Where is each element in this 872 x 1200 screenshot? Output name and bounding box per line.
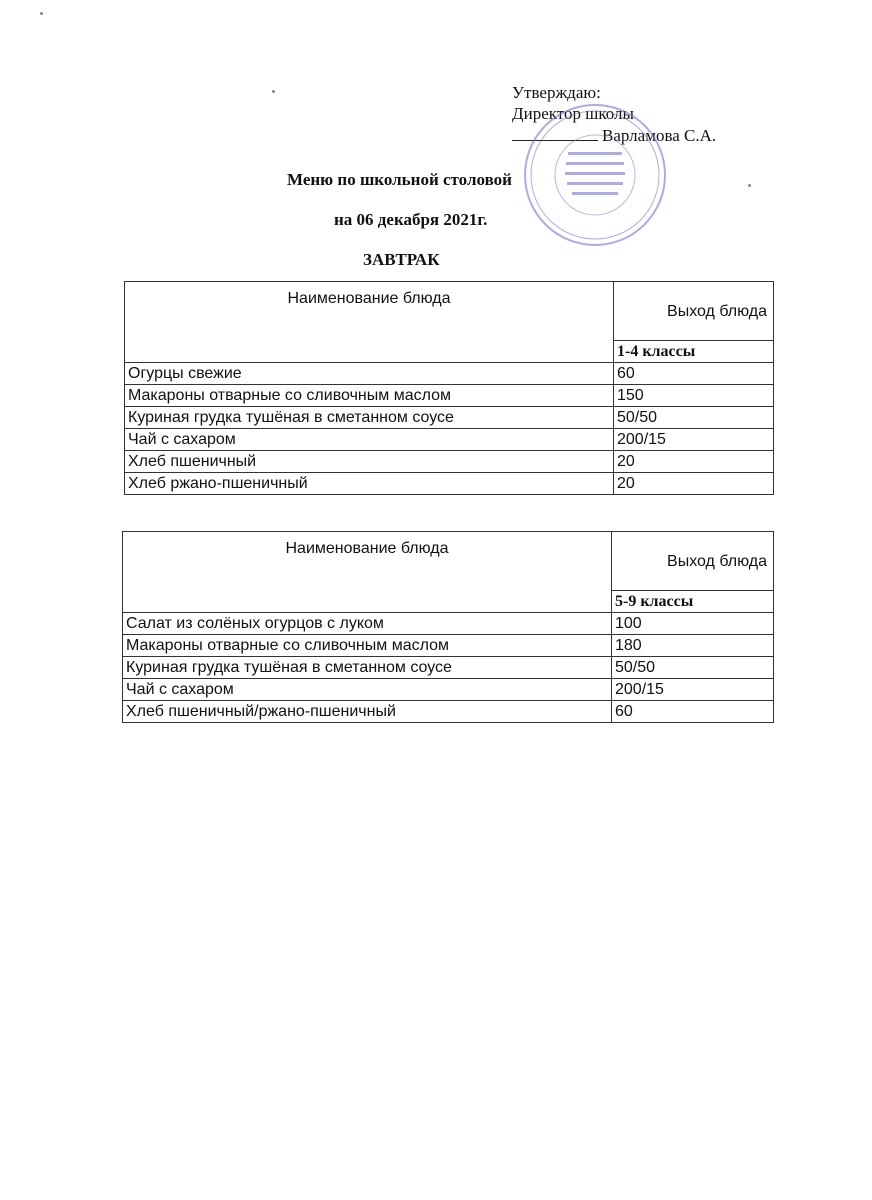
dish-output: 20 (614, 473, 774, 495)
meal-heading: ЗАВТРАК (363, 250, 440, 269)
dish-name: Куриная грудка тушёная в сметанном соусе (125, 407, 614, 429)
dish-output: 60 (614, 363, 774, 385)
dish-output: 60 (612, 701, 774, 723)
scan-speck (748, 184, 751, 187)
menu-table-grades-1-4 (124, 281, 774, 495)
output-header: Выход блюда (614, 282, 774, 341)
dish-output: 100 (612, 613, 774, 635)
dish-output: 150 (614, 385, 774, 407)
table-header-row (125, 282, 774, 341)
table-row (125, 407, 774, 429)
menu-date: на 06 декабря 2021г. (334, 210, 488, 229)
table-row (125, 451, 774, 473)
table-row (125, 473, 774, 495)
table-header-row (123, 532, 774, 591)
table-row (125, 429, 774, 451)
dish-name: Макароны отварные со сливочным маслом (125, 385, 614, 407)
dish-name: Чай с сахаром (125, 429, 614, 451)
dish-output: 200/15 (612, 679, 774, 701)
menu-table-grades-5-9 (122, 531, 774, 723)
dish-output: 200/15 (614, 429, 774, 451)
table-row (125, 385, 774, 407)
table-row (123, 613, 774, 635)
signer-name: Варламова С.А. (602, 126, 717, 145)
dish-name-header: Наименование блюда (125, 282, 614, 363)
page-title: Меню по школьной столовой (287, 170, 512, 189)
school-stamp-icon (520, 100, 670, 250)
dish-name: Куриная грудка тушёная в сметанном соусе (123, 657, 612, 679)
output-header: Выход блюда (612, 532, 774, 591)
grade-label: 1-4 классы (614, 341, 774, 363)
table-row (123, 679, 774, 701)
dish-name: Хлеб ржано-пшеничный (125, 473, 614, 495)
director-title: Директор школы (512, 104, 634, 123)
dish-name: Хлеб пшеничный (125, 451, 614, 473)
dish-name: Салат из солёных огурцов с луком (123, 613, 612, 635)
dish-output: 50/50 (614, 407, 774, 429)
table-row (123, 657, 774, 679)
table-row (123, 635, 774, 657)
dish-name: Огурцы свежие (125, 363, 614, 385)
dish-name-header: Наименование блюда (123, 532, 612, 613)
scan-speck (272, 90, 275, 93)
scan-speck (40, 12, 43, 15)
dish-output: 20 (614, 451, 774, 473)
dish-output: 50/50 (612, 657, 774, 679)
dish-output: 180 (612, 635, 774, 657)
approval-label: Утверждаю: (512, 83, 601, 102)
dish-name: Чай с сахаром (123, 679, 612, 701)
table-row (125, 363, 774, 385)
dish-name: Макароны отварные со сливочным маслом (123, 635, 612, 657)
grade-label: 5-9 классы (612, 591, 774, 613)
dish-name: Хлеб пшеничный/ржано-пшеничный (123, 701, 612, 723)
table-row (123, 701, 774, 723)
